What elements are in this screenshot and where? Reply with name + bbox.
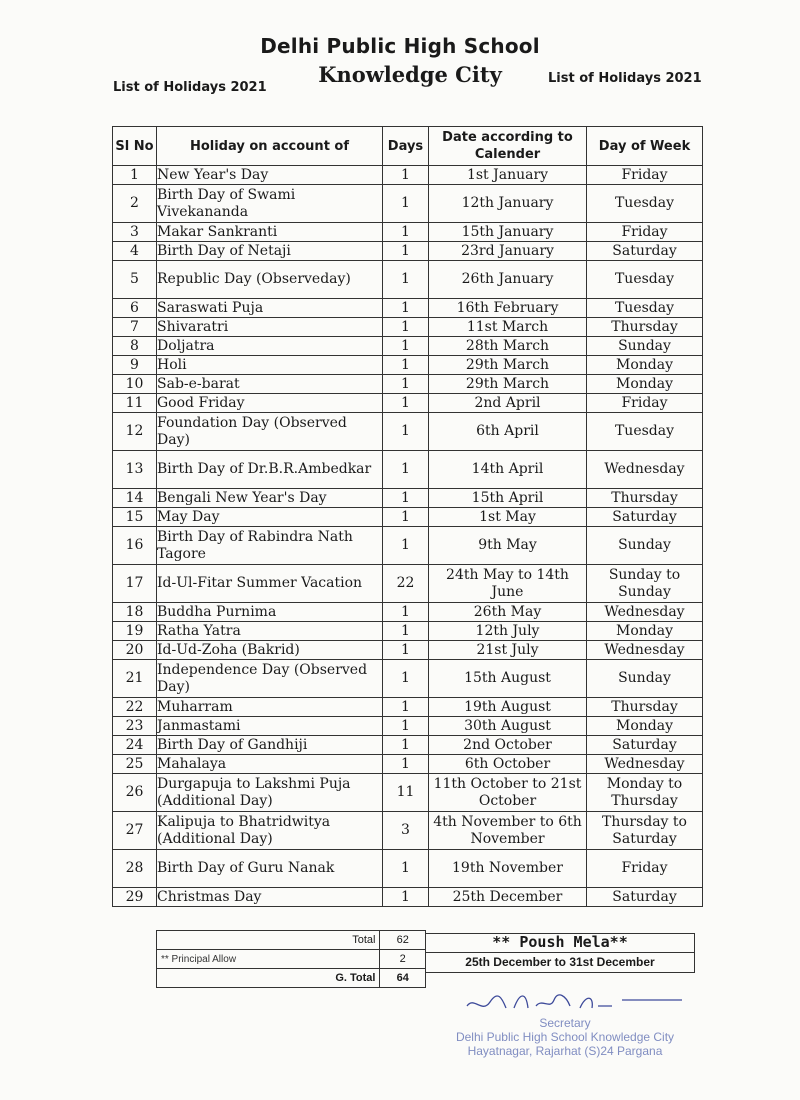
holiday-name-cell: Shivaratri	[157, 318, 383, 337]
table-row	[113, 850, 703, 888]
holiday-name-cell: Holi	[157, 356, 383, 375]
date-cell: 26th May	[429, 603, 587, 622]
sl-no-cell: 21	[113, 660, 157, 698]
holiday-name-cell: Foundation Day (Observed Day)	[157, 413, 383, 451]
holiday-name-cell: Janmastami	[157, 717, 383, 736]
sl-no-cell: 9	[113, 356, 157, 375]
signature-icon	[462, 988, 702, 1018]
holiday-name-cell: Christmas Day	[157, 888, 383, 907]
date-cell: 26th January	[429, 261, 587, 299]
sl-no-cell: 8	[113, 337, 157, 356]
sl-no-cell: 25	[113, 755, 157, 774]
table-row	[113, 603, 703, 622]
day-of-week-cell: Sunday	[587, 660, 703, 698]
total-label: Total	[157, 931, 380, 950]
sl-no-cell: 23	[113, 717, 157, 736]
date-cell: 4th November to 6th November	[429, 812, 587, 850]
table-header-row	[113, 127, 703, 166]
sl-no-cell: 19	[113, 622, 157, 641]
day-of-week-cell: Tuesday	[587, 413, 703, 451]
date-cell: 19th November	[429, 850, 587, 888]
days-cell: 11	[383, 774, 429, 812]
sl-no-cell: 10	[113, 375, 157, 394]
date-cell: 12th January	[429, 185, 587, 223]
poush-mela-dates: 25th December to 31st December	[465, 955, 655, 969]
column-header: Sl No	[113, 127, 157, 166]
day-of-week-cell: Sunday	[587, 337, 703, 356]
date-cell: 15th January	[429, 223, 587, 242]
holiday-name-cell: Muharram	[157, 698, 383, 717]
date-cell: 21st July	[429, 641, 587, 660]
summary-table	[156, 930, 426, 988]
sl-no-cell: 12	[113, 413, 157, 451]
days-cell: 1	[383, 261, 429, 299]
days-cell: 1	[383, 717, 429, 736]
day-of-week-cell: Thursday	[587, 318, 703, 337]
date-cell: 1st May	[429, 508, 587, 527]
day-of-week-cell: Friday	[587, 394, 703, 413]
day-of-week-cell: Friday	[587, 166, 703, 185]
school-place: Knowledge City	[318, 62, 502, 87]
principal-allow-label: ** Principal Allow	[157, 950, 380, 969]
sl-no-cell: 16	[113, 527, 157, 565]
school-name: Delhi Public High School	[260, 34, 540, 58]
holiday-name-cell: May Day	[157, 508, 383, 527]
list-title-left: List of Holidays 2021	[113, 80, 267, 95]
table-row	[113, 508, 703, 527]
day-of-week-cell: Sunday to Sunday	[587, 565, 703, 603]
summary-row	[157, 969, 426, 988]
sl-no-cell: 18	[113, 603, 157, 622]
date-cell: 16th February	[429, 299, 587, 318]
days-cell: 1	[383, 527, 429, 565]
table-row	[113, 736, 703, 755]
sl-no-cell: 26	[113, 774, 157, 812]
day-of-week-cell: Sunday	[587, 527, 703, 565]
days-cell: 1	[383, 413, 429, 451]
days-cell: 1	[383, 337, 429, 356]
days-cell: 1	[383, 755, 429, 774]
table-row	[113, 489, 703, 508]
day-of-week-cell: Tuesday	[587, 299, 703, 318]
date-cell: 2nd April	[429, 394, 587, 413]
days-cell: 1	[383, 356, 429, 375]
table-row	[113, 565, 703, 603]
sl-no-cell: 17	[113, 565, 157, 603]
sl-no-cell: 7	[113, 318, 157, 337]
column-header: Day of Week	[587, 127, 703, 166]
days-cell: 1	[383, 451, 429, 489]
table-row	[113, 774, 703, 812]
date-cell: 30th August	[429, 717, 587, 736]
sl-no-cell: 27	[113, 812, 157, 850]
days-cell: 1	[383, 375, 429, 394]
holiday-name-cell: Doljatra	[157, 337, 383, 356]
table-row	[113, 755, 703, 774]
days-cell: 1	[383, 660, 429, 698]
days-cell: 1	[383, 641, 429, 660]
table-row	[113, 394, 703, 413]
day-of-week-cell: Wednesday	[587, 755, 703, 774]
sl-no-cell: 15	[113, 508, 157, 527]
day-of-week-cell: Monday to Thursday	[587, 774, 703, 812]
table-row	[113, 261, 703, 299]
holiday-table	[112, 126, 703, 907]
holiday-name-cell: Kalipuja to Bhatridwitya (Additional Day)	[157, 812, 383, 850]
day-of-week-cell: Monday	[587, 375, 703, 394]
sl-no-cell: 28	[113, 850, 157, 888]
days-cell: 1	[383, 394, 429, 413]
holiday-name-cell: Birth Day of Netaji	[157, 242, 383, 261]
column-header: Days	[383, 127, 429, 166]
day-of-week-cell: Monday	[587, 356, 703, 375]
holiday-name-cell: Good Friday	[157, 394, 383, 413]
grand-total-label: G. Total	[157, 969, 380, 988]
poush-mela-divider	[426, 952, 694, 953]
poush-mela-title: ** Poush Mela**	[492, 933, 628, 951]
table-row	[113, 242, 703, 261]
days-cell: 1	[383, 698, 429, 717]
date-cell: 25th December	[429, 888, 587, 907]
day-of-week-cell: Saturday	[587, 888, 703, 907]
sl-no-cell: 13	[113, 451, 157, 489]
grand-total-value: 64	[380, 969, 426, 988]
date-cell: 29th March	[429, 356, 587, 375]
table-row	[113, 299, 703, 318]
stamp-line: Secretary	[539, 1016, 591, 1030]
total-value: 62	[380, 931, 426, 950]
days-cell: 1	[383, 185, 429, 223]
date-cell: 24th May to 14th June	[429, 565, 587, 603]
date-cell: 6th October	[429, 755, 587, 774]
day-of-week-cell: Saturday	[587, 242, 703, 261]
day-of-week-cell: Tuesday	[587, 185, 703, 223]
holiday-name-cell: Independence Day (Observed Day)	[157, 660, 383, 698]
days-cell: 1	[383, 242, 429, 261]
date-cell: 6th April	[429, 413, 587, 451]
holiday-name-cell: Birth Day of Dr.B.R.Ambedkar	[157, 451, 383, 489]
date-cell: 19th August	[429, 698, 587, 717]
table-row	[113, 318, 703, 337]
day-of-week-cell: Wednesday	[587, 603, 703, 622]
table-row	[113, 717, 703, 736]
date-cell: 15th August	[429, 660, 587, 698]
day-of-week-cell: Saturday	[587, 508, 703, 527]
sl-no-cell: 20	[113, 641, 157, 660]
holiday-name-cell: Mahalaya	[157, 755, 383, 774]
holiday-name-cell: Buddha Purnima	[157, 603, 383, 622]
table-row	[113, 223, 703, 242]
day-of-week-cell: Thursday to Saturday	[587, 812, 703, 850]
day-of-week-cell: Thursday	[587, 489, 703, 508]
date-cell: 29th March	[429, 375, 587, 394]
table-row	[113, 451, 703, 489]
holiday-name-cell: Id-Ud-Zoha (Bakrid)	[157, 641, 383, 660]
holiday-name-cell: Makar Sankranti	[157, 223, 383, 242]
date-cell: 12th July	[429, 622, 587, 641]
holiday-name-cell: Saraswati Puja	[157, 299, 383, 318]
holiday-name-cell: New Year's Day	[157, 166, 383, 185]
sl-no-cell: 3	[113, 223, 157, 242]
table-row	[113, 356, 703, 375]
sl-no-cell: 2	[113, 185, 157, 223]
day-of-week-cell: Thursday	[587, 698, 703, 717]
sl-no-cell: 29	[113, 888, 157, 907]
table-row	[113, 185, 703, 223]
date-cell: 14th April	[429, 451, 587, 489]
sl-no-cell: 22	[113, 698, 157, 717]
days-cell: 1	[383, 622, 429, 641]
date-cell: 11st March	[429, 318, 587, 337]
holiday-name-cell: Bengali New Year's Day	[157, 489, 383, 508]
day-of-week-cell: Monday	[587, 622, 703, 641]
days-cell: 3	[383, 812, 429, 850]
column-header: Date according to Calender	[429, 127, 587, 166]
column-header: Holiday on account of	[157, 127, 383, 166]
list-title-right: List of Holidays 2021	[548, 71, 702, 86]
table-row	[113, 698, 703, 717]
table-row	[113, 888, 703, 907]
sl-no-cell: 6	[113, 299, 157, 318]
days-cell: 1	[383, 888, 429, 907]
days-cell: 1	[383, 299, 429, 318]
table-row	[113, 641, 703, 660]
holiday-name-cell: Republic Day (Observeday)	[157, 261, 383, 299]
holiday-name-cell: Birth Day of Guru Nanak	[157, 850, 383, 888]
sl-no-cell: 5	[113, 261, 157, 299]
date-cell: 9th May	[429, 527, 587, 565]
day-of-week-cell: Monday	[587, 717, 703, 736]
table-row	[113, 812, 703, 850]
day-of-week-cell: Wednesday	[587, 641, 703, 660]
day-of-week-cell: Saturday	[587, 736, 703, 755]
summary-row	[157, 950, 426, 969]
date-cell: 11th October to 21st October	[429, 774, 587, 812]
days-cell: 1	[383, 850, 429, 888]
holiday-name-cell: Birth Day of Gandhiji	[157, 736, 383, 755]
date-cell: 1st January	[429, 166, 587, 185]
day-of-week-cell: Tuesday	[587, 261, 703, 299]
date-cell: 15th April	[429, 489, 587, 508]
stamp-line: Delhi Public High School Knowledge City	[455, 1030, 675, 1044]
days-cell: 1	[383, 603, 429, 622]
days-cell: 1	[383, 223, 429, 242]
table-row	[113, 413, 703, 451]
principal-allow-value: 2	[380, 950, 426, 969]
day-of-week-cell: Friday	[587, 223, 703, 242]
holiday-name-cell: Durgapuja to Lakshmi Puja (Additional Day)	[157, 774, 383, 812]
table-row	[113, 527, 703, 565]
day-of-week-cell: Wednesday	[587, 451, 703, 489]
stamp-line: Hayatnagar, Rajarhat (S)24 Pargana	[467, 1044, 663, 1058]
days-cell: 1	[383, 489, 429, 508]
days-cell: 1	[383, 736, 429, 755]
holiday-name-cell: Birth Day of Swami Vivekananda	[157, 185, 383, 223]
holiday-name-cell: Sab-e-barat	[157, 375, 383, 394]
day-of-week-cell: Friday	[587, 850, 703, 888]
date-cell: 28th March	[429, 337, 587, 356]
table-row	[113, 166, 703, 185]
date-cell: 23rd January	[429, 242, 587, 261]
table-row	[113, 622, 703, 641]
holiday-name-cell: Ratha Yatra	[157, 622, 383, 641]
days-cell: 22	[383, 565, 429, 603]
sl-no-cell: 4	[113, 242, 157, 261]
days-cell: 1	[383, 318, 429, 337]
date-cell: 2nd October	[429, 736, 587, 755]
summary-row	[157, 931, 426, 950]
holiday-name-cell: Birth Day of Rabindra Nath Tagore	[157, 527, 383, 565]
sl-no-cell: 1	[113, 166, 157, 185]
sl-no-cell: 11	[113, 394, 157, 413]
sl-no-cell: 14	[113, 489, 157, 508]
days-cell: 1	[383, 166, 429, 185]
days-cell: 1	[383, 508, 429, 527]
table-row	[113, 337, 703, 356]
holiday-name-cell: Id-Ul-Fitar Summer Vacation	[157, 565, 383, 603]
table-row	[113, 375, 703, 394]
sl-no-cell: 24	[113, 736, 157, 755]
official-stamp	[450, 1016, 680, 1058]
table-row	[113, 660, 703, 698]
